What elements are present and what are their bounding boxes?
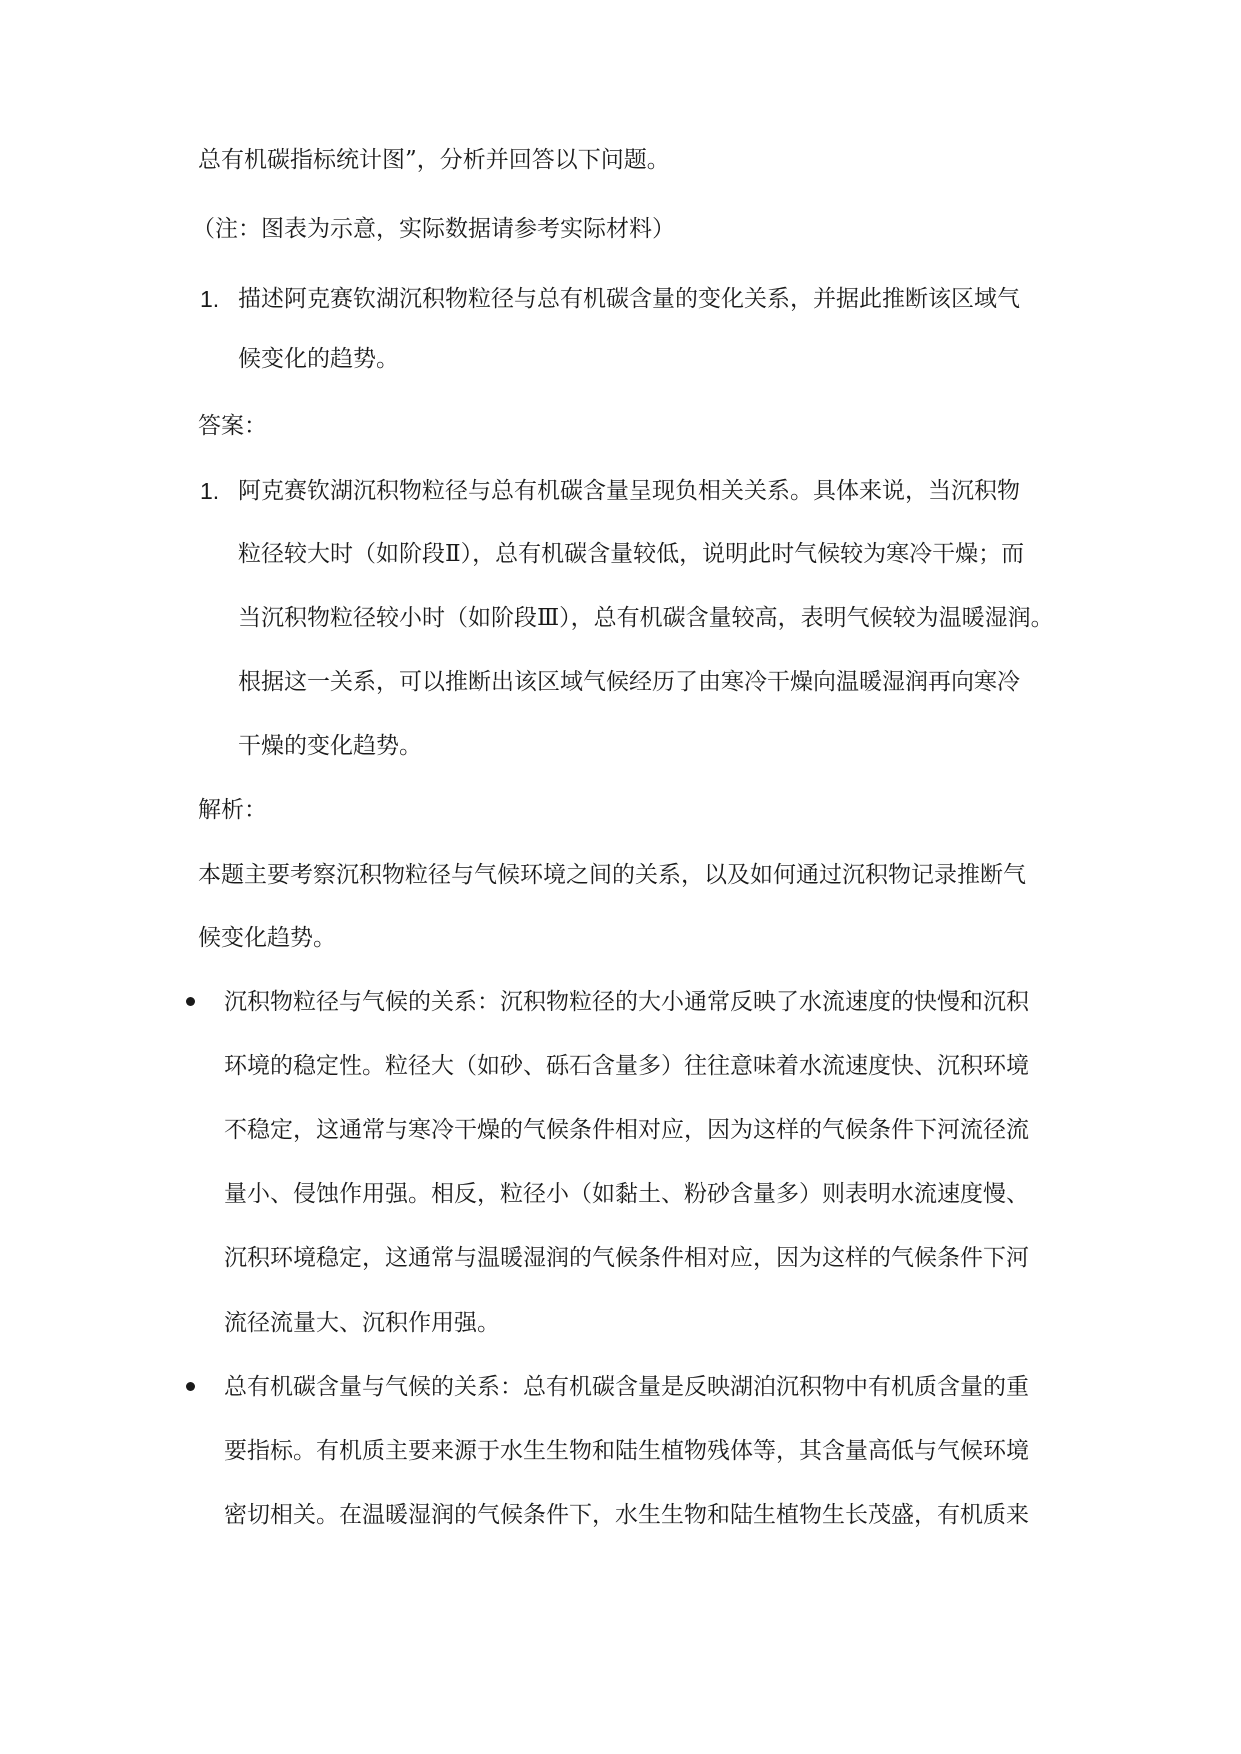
bullet-icon	[186, 1382, 195, 1391]
bullet-line: 要指标。有机质主要来源于水生生物和陆生植物残体等，其含量高低与气候环境	[224, 1438, 1029, 1464]
intro-line: 总有机碳指标统计图”，分析并回答以下问题。	[198, 147, 670, 173]
chart-note: （注：图表为示意，实际数据请参考实际材料）	[192, 216, 675, 242]
bullet-line: 量小、侵蚀作用强。相反，粒径小（如黏土、粉砂含量多）则表明水流速度慢、	[224, 1181, 1029, 1207]
answer-number: 1.	[200, 478, 220, 504]
analysis-intro-line: 候变化趋势。	[198, 925, 336, 951]
answer-heading: 答案：	[198, 413, 267, 439]
bullet-line: 总有机碳含量与气候的关系：总有机碳含量是反映湖泊沉积物中有机质含量的重	[224, 1374, 1029, 1400]
bullet-line: 密切相关。在温暖湿润的气候条件下，水生生物和陆生植物生长茂盛，有机质来	[224, 1502, 1029, 1528]
answer-line: 根据这一关系，可以推断出该区域气候经历了由寒冷干燥向温暖湿润再向寒冷	[238, 669, 1020, 695]
bullet-line: 沉积环境稳定，这通常与温暖湿润的气候条件相对应，因为这样的气候条件下河	[224, 1245, 1029, 1271]
question-number: 1.	[200, 286, 220, 312]
bullet-icon	[186, 997, 195, 1006]
analysis-heading: 解析：	[198, 797, 267, 823]
answer-line: 干燥的变化趋势。	[238, 733, 422, 759]
answer-line: 阿克赛钦湖沉积物粒径与总有机碳含量呈现负相关关系。具体来说，当沉积物	[238, 478, 1020, 504]
question-line: 候变化的趋势。	[238, 346, 399, 372]
bullet-line: 沉积物粒径与气候的关系：沉积物粒径的大小通常反映了水流速度的快慢和沉积	[224, 989, 1029, 1015]
analysis-intro-line: 本题主要考察沉积物粒径与气候环境之间的关系，以及如何通过沉积物记录推断气	[198, 862, 1026, 888]
answer-line: 当沉积物粒径较小时（如阶段Ⅲ），总有机碳含量较高，表明气候较为温暖湿润。	[238, 605, 1054, 631]
bullet-line: 流径流量大、沉积作用强。	[224, 1310, 500, 1336]
answer-line: 粒径较大时（如阶段Ⅱ），总有机碳含量较低，说明此时气候较为寒冷干燥；而	[238, 541, 1025, 567]
bullet-line: 环境的稳定性。粒径大（如砂、砾石含量多）往往意味着水流速度快、沉积环境	[224, 1053, 1029, 1079]
bullet-line: 不稳定，这通常与寒冷干燥的气候条件相对应，因为这样的气候条件下河流径流	[224, 1117, 1029, 1143]
question-line: 描述阿克赛钦湖沉积物粒径与总有机碳含量的变化关系，并据此推断该区域气	[238, 286, 1020, 312]
